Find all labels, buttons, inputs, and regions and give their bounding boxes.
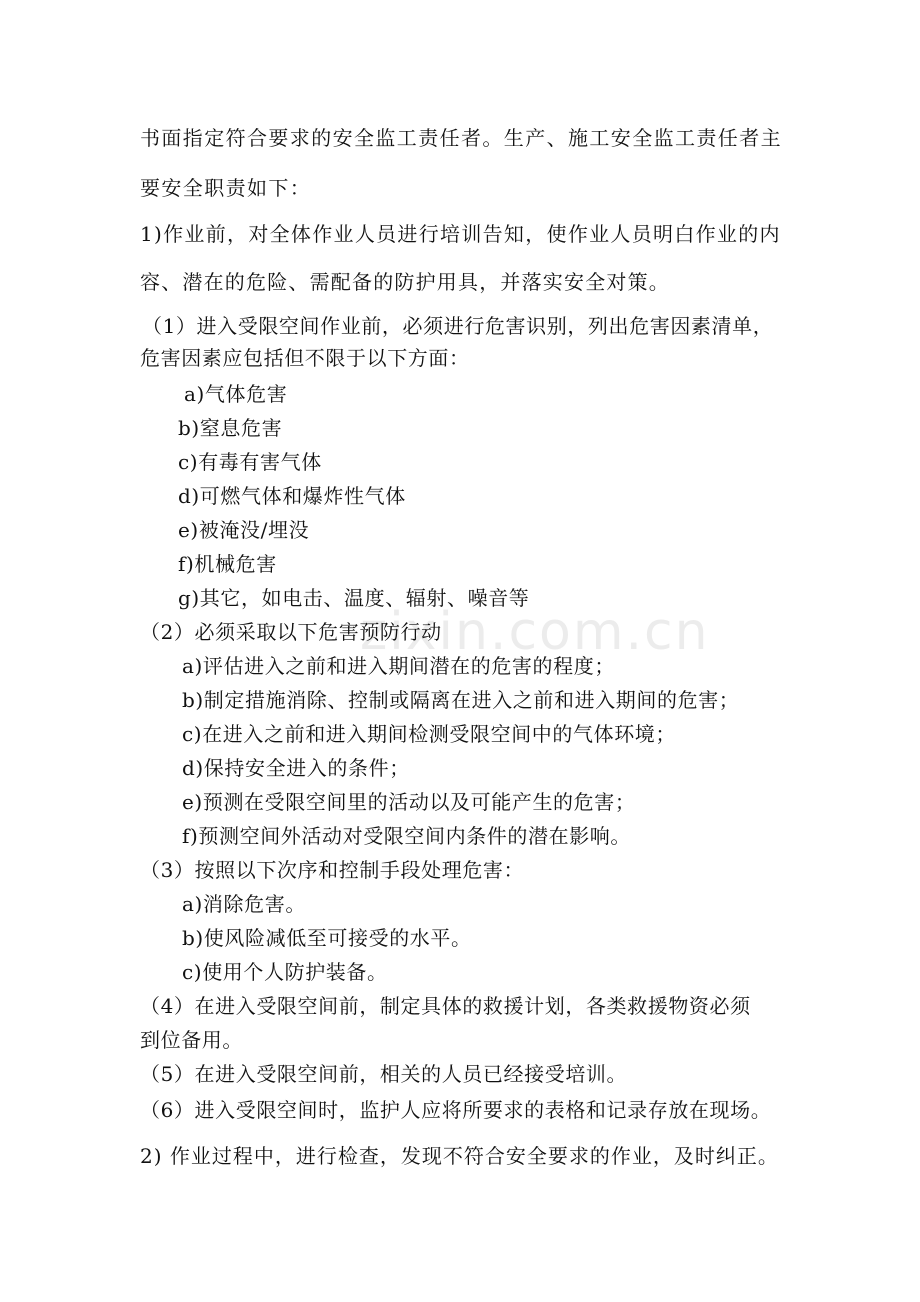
list-item: g)其它，如电击、温度、辐射、噪音等 (178, 586, 530, 610)
section-heading: （1）进入受限空间作业前，必须进行危害识别，列出危害因素清单， (142, 314, 774, 338)
list-item: f)预测空间外活动对受限空间内条件的潜在影响。 (182, 824, 632, 848)
section-heading: （3）按照以下次序和控制手段处理危害： (140, 858, 525, 882)
list-item: a)消除危害。 (182, 892, 306, 916)
section-heading: （5）在进入受限空间前，相关的人员已经接受培训。 (140, 1062, 628, 1086)
list-item: d)保持安全进入的条件； (182, 756, 410, 780)
paragraph-line: 书面指定符合要求的安全监工责任者。生产、施工安全监工责任者主 (140, 126, 782, 150)
list-item: c)有毒有害气体 (178, 450, 322, 474)
list-item: a)评估进入之前和进入期间潜在的危害的程度； (182, 654, 615, 678)
list-item: a)气体危害 (184, 382, 288, 406)
list-item: e)被淹没/埋没 (178, 518, 310, 542)
paragraph-line: 要安全职责如下： (140, 176, 312, 200)
section-heading: （4）在进入受限空间前，制定具体的救援计划，各类救援物资必须 (140, 994, 751, 1018)
list-item: b)制定措施消除、控制或隔离在进入之前和进入期间的危害； (182, 688, 740, 712)
list-item: b)窒息危害 (178, 416, 283, 440)
paragraph-line: 2) 作业过程中，进行检查，发现不符合安全要求的作业，及时纠正。 (140, 1144, 779, 1168)
paragraph-line: 到位备用。 (140, 1028, 243, 1052)
list-item: c)使用个人防护装备。 (182, 960, 388, 984)
section-heading: （6）进入受限空间时，监护人应将所要求的表格和记录存放在现场。 (140, 1098, 772, 1122)
list-item: c)在进入之前和进入期间检测受限空间中的气体环境； (182, 722, 677, 746)
list-item: d)可燃气体和爆炸性气体 (178, 484, 406, 508)
list-item: b)使风险减低至可接受的水平。 (182, 926, 472, 950)
watermark: zixin.com.cn (360, 602, 710, 662)
list-item: f)机械危害 (178, 552, 277, 576)
paragraph-line: 容、潜在的危险、需配备的防护用具，并落实安全对策。 (140, 270, 670, 294)
paragraph-line: 1)作业前，对全体作业人员进行培训告知，使作业人员明白作业的内 (140, 222, 781, 246)
paragraph-line: 危害因素应包括但不限于以下方面： (140, 346, 470, 370)
list-item: e)预测在受限空间里的活动以及可能产生的危害； (182, 790, 636, 814)
section-heading: （2）必须采取以下危害预防行动 (140, 620, 442, 644)
